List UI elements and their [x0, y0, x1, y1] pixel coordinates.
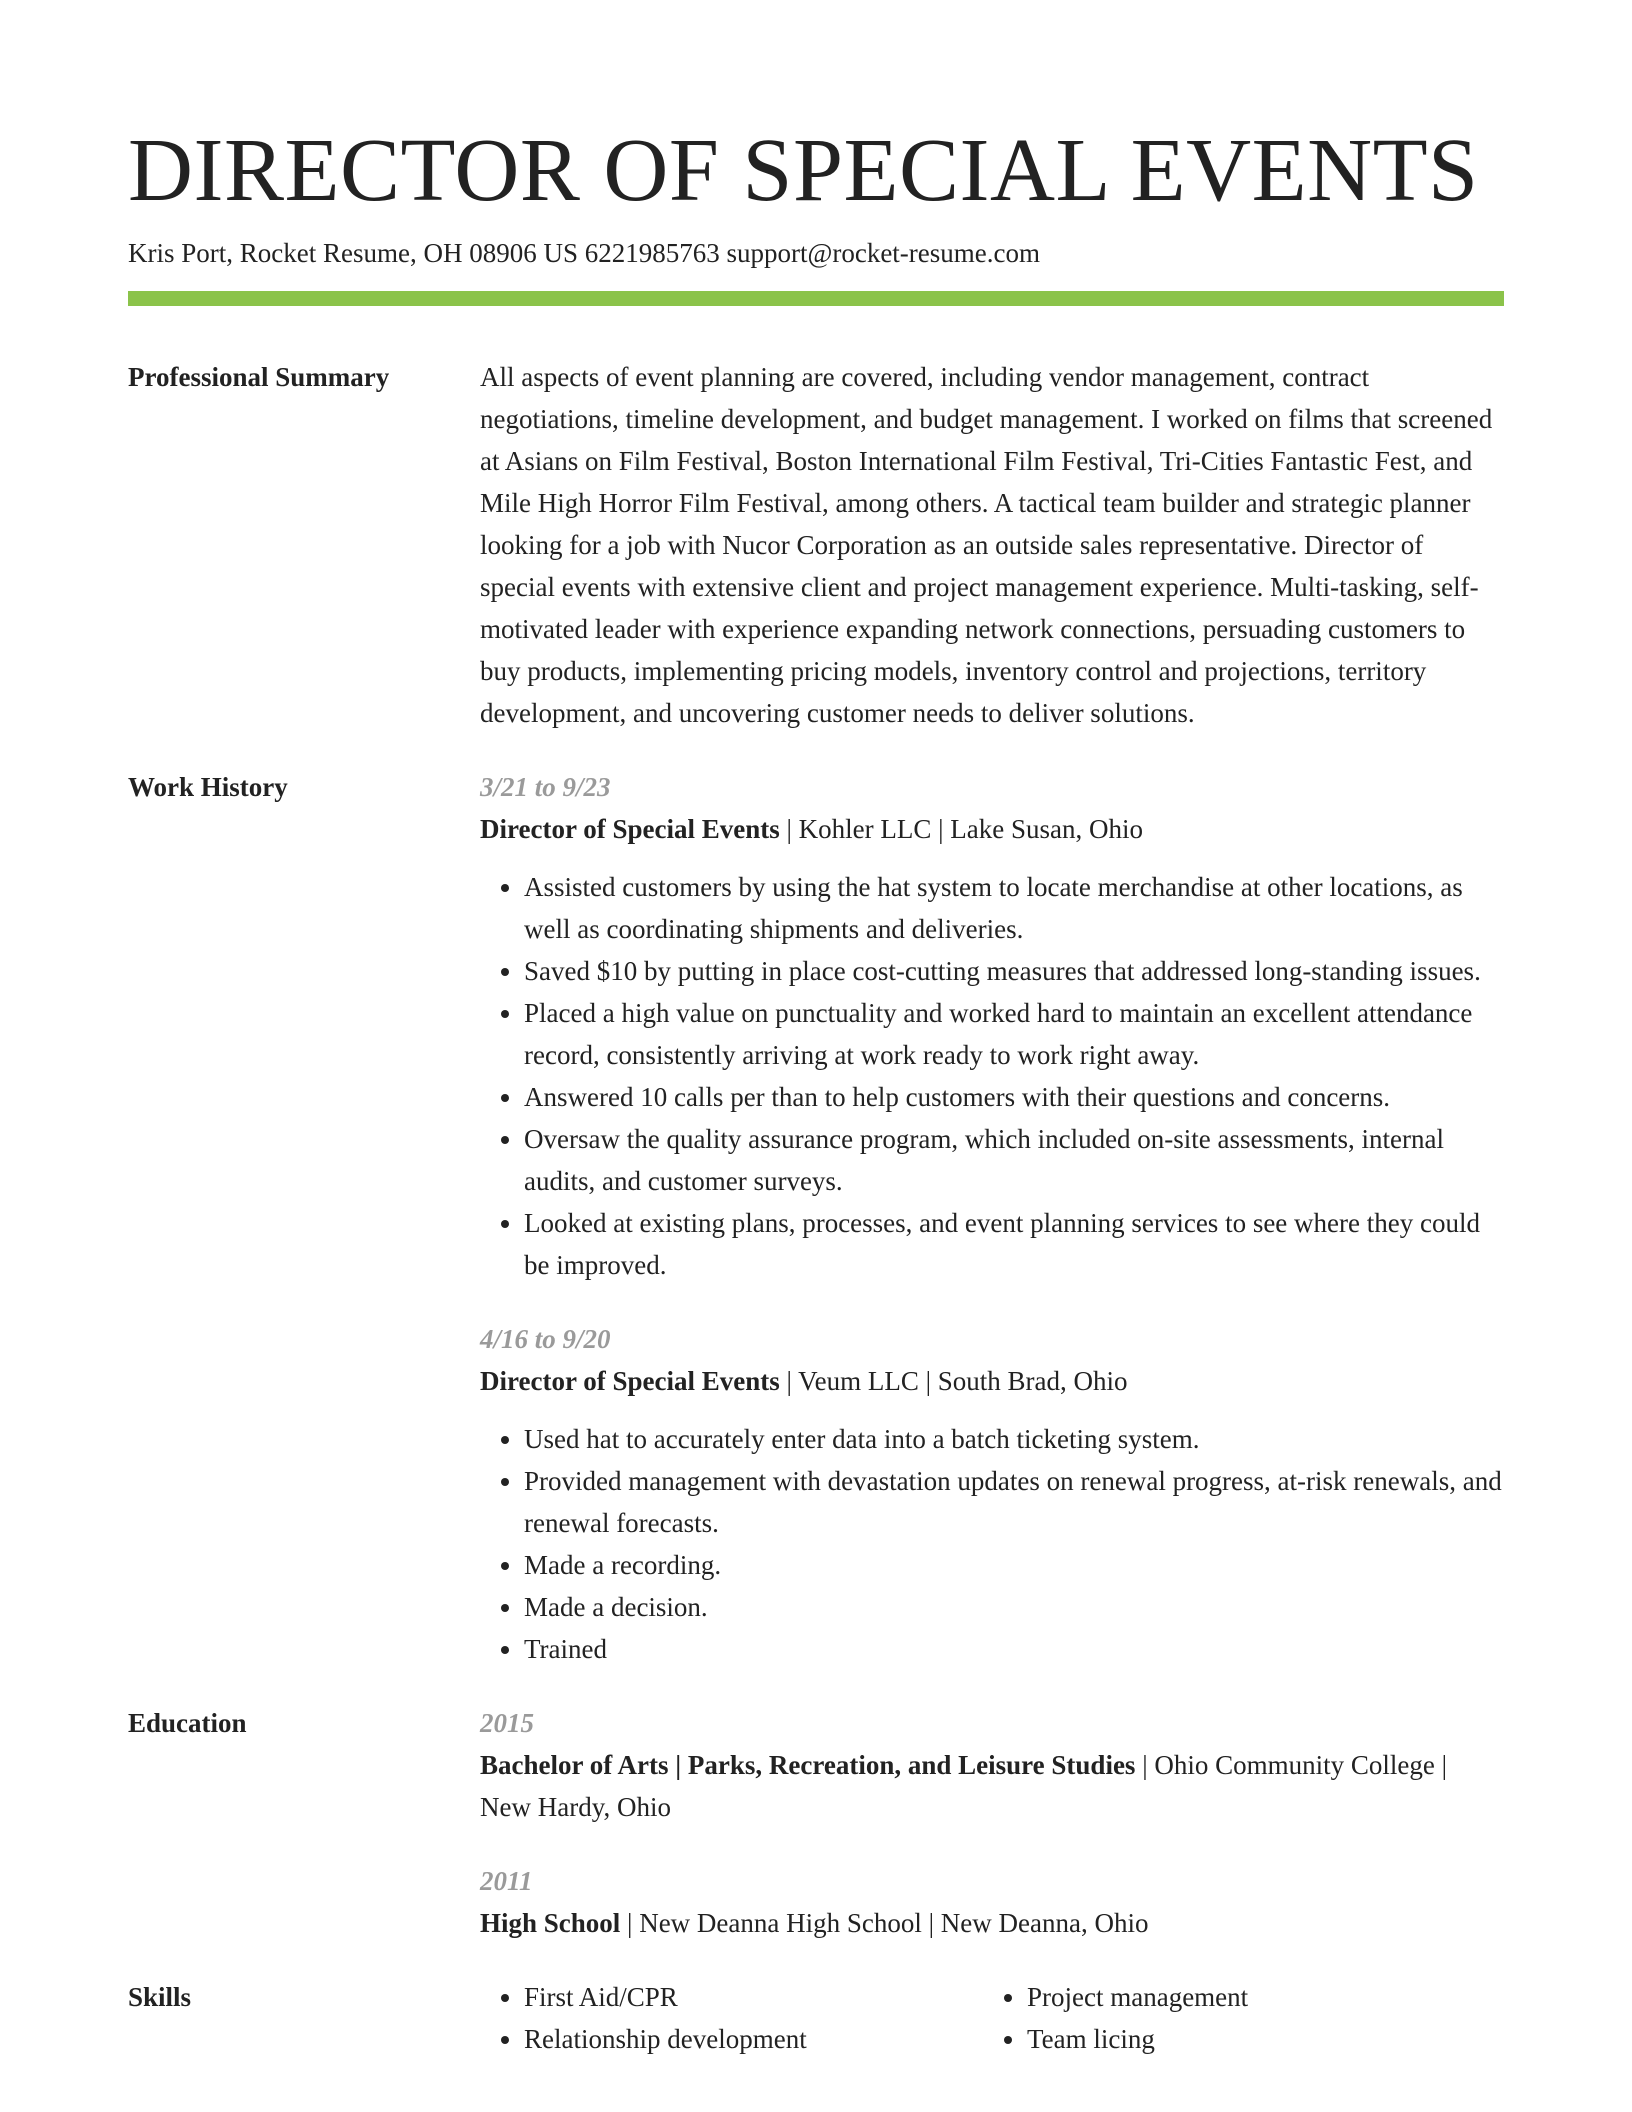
job-bullet: • Saved $10 by putting in place cost-cutting measures that addressed long-standing issues. [524, 950, 1504, 992]
education-section [128, 1702, 1504, 1944]
section-label-education: Education [128, 1708, 247, 1738]
work-history-section [128, 766, 1504, 1670]
job-role-line [480, 1360, 1504, 1402]
education-degree: Bachelor of Arts | Parks, Recreation, and Leisure Studies [480, 1750, 1136, 1780]
job-details: | Kohler LLC | Lake Susan, Ohio [779, 814, 1143, 844]
skills-list [983, 1976, 1486, 2060]
education-line [480, 1744, 1504, 1828]
job-bullet: • Made a recording. [524, 1544, 1504, 1586]
job-bullet-list [480, 866, 1504, 1286]
job-bullet: • Assisted customers by using the hat system to locate merchandise at other locations, as well as coordinating shipments and deliveries. [524, 866, 1504, 950]
skills-section [128, 1976, 1504, 2060]
resume-page [128, 0, 1504, 2060]
skill-item: • Team licing [1027, 2018, 1486, 2060]
skill-item: • First Aid/CPR [524, 1976, 983, 2018]
job-entry [480, 766, 1504, 1286]
job-bullet: • Provided management with devastation updates on renewal progress, at-risk renewals, and renewal forecasts. [524, 1460, 1504, 1544]
section-label-skills: Skills [128, 1982, 192, 2012]
job-details: | Veum LLC | South Brad, Ohio [779, 1366, 1128, 1396]
accent-divider [128, 291, 1504, 306]
education-line [480, 1902, 1504, 1944]
education-entry [480, 1860, 1504, 1944]
resume-title: DIRECTOR OF SPECIAL EVENTS [128, 121, 1479, 220]
skills-column-right [983, 1976, 1486, 2060]
skills-column-left [480, 1976, 983, 2060]
job-bullet: • Oversaw the quality assurance program, which included on-site assessments, internal audits, and customer surveys. [524, 1118, 1504, 1202]
section-label-summary: Professional Summary [128, 362, 390, 392]
section-label-work-history: Work History [128, 772, 288, 802]
job-dates: 4/16 to 9/20 [480, 1324, 611, 1354]
job-bullet: • Used hat to accurately enter data into a batch ticketing system. [524, 1418, 1504, 1460]
education-year: 2011 [480, 1866, 533, 1896]
job-entry [480, 1318, 1504, 1670]
education-details: | Ohio Community College | New Hardy, Ohio [480, 1750, 1447, 1822]
education-degree: High School [480, 1908, 621, 1938]
job-bullet: • Placed a high value on punctuality and worked hard to maintain an excellent attendance record, consistently arriving at work ready to work right away. [524, 992, 1504, 1076]
job-bullet: • Answered 10 calls per than to help customers with their questions and concerns. [524, 1076, 1504, 1118]
job-bullet: • Trained [524, 1628, 1504, 1670]
skills-body [480, 1976, 1504, 2060]
education-details: | New Deanna High School | New Deanna, Ohio [620, 1908, 1149, 1938]
job-title: Director of Special Events [480, 814, 780, 844]
skill-item: • Project management [1027, 1976, 1486, 2018]
education-year: 2015 [480, 1708, 534, 1738]
contact-line: Kris Port, Rocket Resume, OH 08906 US 6221985763 support@rocket-resume.com [128, 238, 1041, 268]
skills-list [480, 1976, 983, 2060]
job-bullet: • Looked at existing plans, processes, and event planning services to see where they could be improved. [524, 1202, 1504, 1286]
job-role-line [480, 808, 1504, 850]
job-bullet-list [480, 1418, 1504, 1670]
job-title: Director of Special Events [480, 1366, 780, 1396]
summary-section [128, 356, 1504, 734]
skill-item: • Relationship development [524, 2018, 983, 2060]
education-entry [480, 1702, 1504, 1828]
education-body [480, 1702, 1504, 1944]
summary-text: All aspects of event planning are covered, including vendor management, contract negotiations, timeline development, and budget management. I worked on films that screened at Asians on Film Festival, Boston International Film Festival, Tri-Cities Fantastic Fest, and Mile High Horror Film Festival, among others. A tactical team builder and strategic planner looking for a job with Nucor Corporation as an outside sales representative. Director of special events with extensive client and project management experience. Multi-tasking, self-motivated leader with experience expanding network connections, persuading customers to buy products, implementing pricing models, inventory control and projections, territory development, and uncovering customer needs to deliver solutions. [480, 362, 1493, 728]
skills-grid [480, 1976, 1504, 2060]
job-bullet: • Made a decision. [524, 1586, 1504, 1628]
job-dates: 3/21 to 9/23 [480, 772, 611, 802]
work-history-body [480, 766, 1504, 1670]
